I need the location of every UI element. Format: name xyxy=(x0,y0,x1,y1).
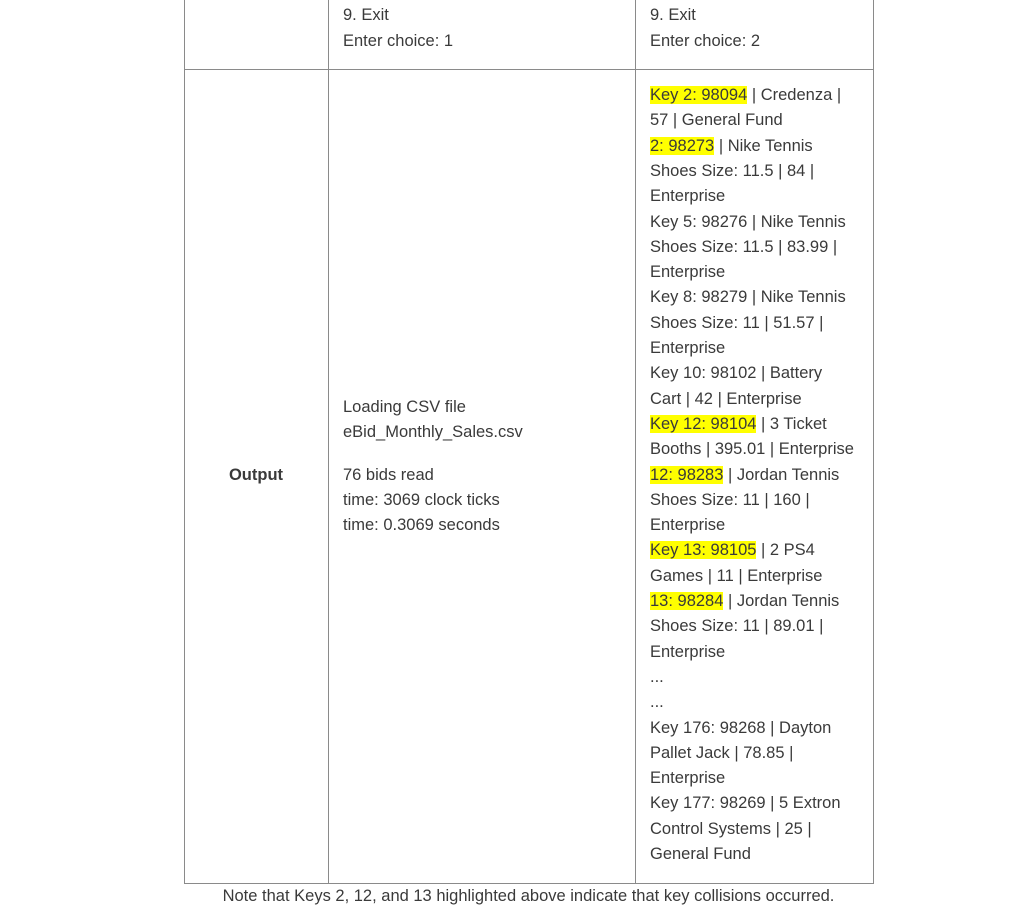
output-line-text: Shoes Size: 11 | 89.01 | xyxy=(650,617,824,636)
collision-note: Note that Keys 2, 12, and 13 highlighted above indicate that key collisions occurred. xyxy=(222,887,835,905)
output-line xyxy=(650,665,664,690)
output-line xyxy=(650,108,783,133)
collision-key-highlight: Key 13: 98105 xyxy=(650,541,757,560)
table-border-left xyxy=(184,0,185,884)
table-row-divider xyxy=(184,69,874,70)
output-line xyxy=(650,285,846,310)
output-line-text: Enterprise xyxy=(650,339,726,357)
output-line xyxy=(650,690,664,715)
output-line xyxy=(650,134,813,159)
output-line xyxy=(650,437,854,462)
bids-read-line: 76 bids read xyxy=(343,466,434,484)
collision-key-highlight: Key 12: 98104 xyxy=(650,414,757,433)
seconds-line: time: 0.3069 seconds xyxy=(343,516,500,534)
output-line-text: | Jordan Tennis xyxy=(723,592,840,610)
output-line-text: Key 5: 98276 | Nike Tennis xyxy=(650,212,846,231)
output-line xyxy=(650,791,841,816)
output-line xyxy=(650,361,822,386)
output-line xyxy=(650,184,725,209)
output-line-text: Shoes Size: 11.5 | 83.99 | xyxy=(650,237,838,256)
output-line xyxy=(650,463,839,488)
output-line xyxy=(650,564,822,589)
output-line xyxy=(650,260,725,285)
output-line-text: Key 176: 98268 | Dayton xyxy=(650,718,832,737)
output-line xyxy=(650,716,831,741)
output-line xyxy=(650,513,725,538)
output-line-text: Shoes Size: 11 | 160 | xyxy=(650,490,810,509)
output-line xyxy=(650,614,823,639)
output-line xyxy=(650,387,802,412)
collision-key-highlight: 2: 98273 xyxy=(650,136,715,155)
output-line-text: 57 | General Fund xyxy=(650,111,783,130)
output-line-text: | Jordan Tennis xyxy=(723,465,840,484)
output-line-text: ... xyxy=(650,667,664,686)
loading-csv-line: Loading CSV file xyxy=(343,398,466,416)
menu-exit-line: 9. Exit xyxy=(343,6,389,24)
table-border-col2 xyxy=(635,0,636,884)
output-line-text: | 2 PS4 xyxy=(756,541,815,560)
collision-key-highlight: 12: 98283 xyxy=(650,465,724,484)
output-line xyxy=(650,817,812,842)
output-line xyxy=(650,210,846,235)
output-line-text: Enterprise xyxy=(650,769,726,788)
output-line-text: Cart | 42 | Enterprise xyxy=(650,389,802,408)
output-line-text: General Fund xyxy=(650,845,751,863)
csv-filename-line: eBid_Monthly_Sales.csv xyxy=(343,423,523,441)
output-line xyxy=(650,311,823,336)
output-line xyxy=(650,336,725,361)
output-line-text: Control Systems | 25 | xyxy=(650,819,812,838)
output-line xyxy=(650,235,837,260)
clock-ticks-line: time: 3069 clock ticks xyxy=(343,491,500,509)
output-line-text: Key 177: 98269 | 5 Extron xyxy=(650,794,841,813)
output-line xyxy=(650,538,815,563)
output-line-text: Enterprise xyxy=(650,642,726,661)
output-line-text: Enterprise xyxy=(650,516,726,535)
output-line-text: Key 8: 98279 | Nike Tennis xyxy=(650,288,846,307)
table-border-right xyxy=(873,0,874,884)
output-line-text: Games | 11 | Enterprise xyxy=(650,566,823,585)
enter-choice-line: Enter choice: 1 xyxy=(343,32,454,50)
output-line-text: Enterprise xyxy=(650,263,726,282)
output-line xyxy=(650,640,725,665)
output-line-text: Booths | 395.01 | Enterprise xyxy=(650,440,854,459)
output-line-text: Pallet Jack | 78.85 | xyxy=(650,743,794,762)
table-border-col1 xyxy=(328,0,329,884)
output-line xyxy=(650,83,841,108)
output-line xyxy=(650,159,814,184)
output-line-text: Enterprise xyxy=(650,187,726,206)
menu-exit-line: 9. Exit xyxy=(650,6,696,24)
output-line xyxy=(650,842,751,867)
enter-choice-line: Enter choice: 2 xyxy=(650,32,761,50)
output-line xyxy=(650,488,810,513)
output-line xyxy=(650,741,793,766)
collision-key-highlight: Key 2: 98094 xyxy=(650,86,748,104)
output-line xyxy=(650,412,827,437)
output-line-text: Shoes Size: 11.5 | 84 | xyxy=(650,161,815,180)
results-table xyxy=(184,0,874,884)
output-line-text: Key 10: 98102 | Battery xyxy=(650,364,823,383)
output-line-text: | Nike Tennis xyxy=(714,136,813,155)
output-line-text: | 3 Ticket xyxy=(756,414,827,433)
output-line xyxy=(650,589,839,614)
output-line xyxy=(650,766,725,791)
output-row-label: Output xyxy=(228,466,284,484)
output-line-text: Shoes Size: 11 | 51.57 | xyxy=(650,313,824,332)
collision-key-highlight: 13: 98284 xyxy=(650,592,724,610)
output-line-text: ... xyxy=(650,693,664,712)
output-line-text: | Credenza | xyxy=(747,86,842,104)
